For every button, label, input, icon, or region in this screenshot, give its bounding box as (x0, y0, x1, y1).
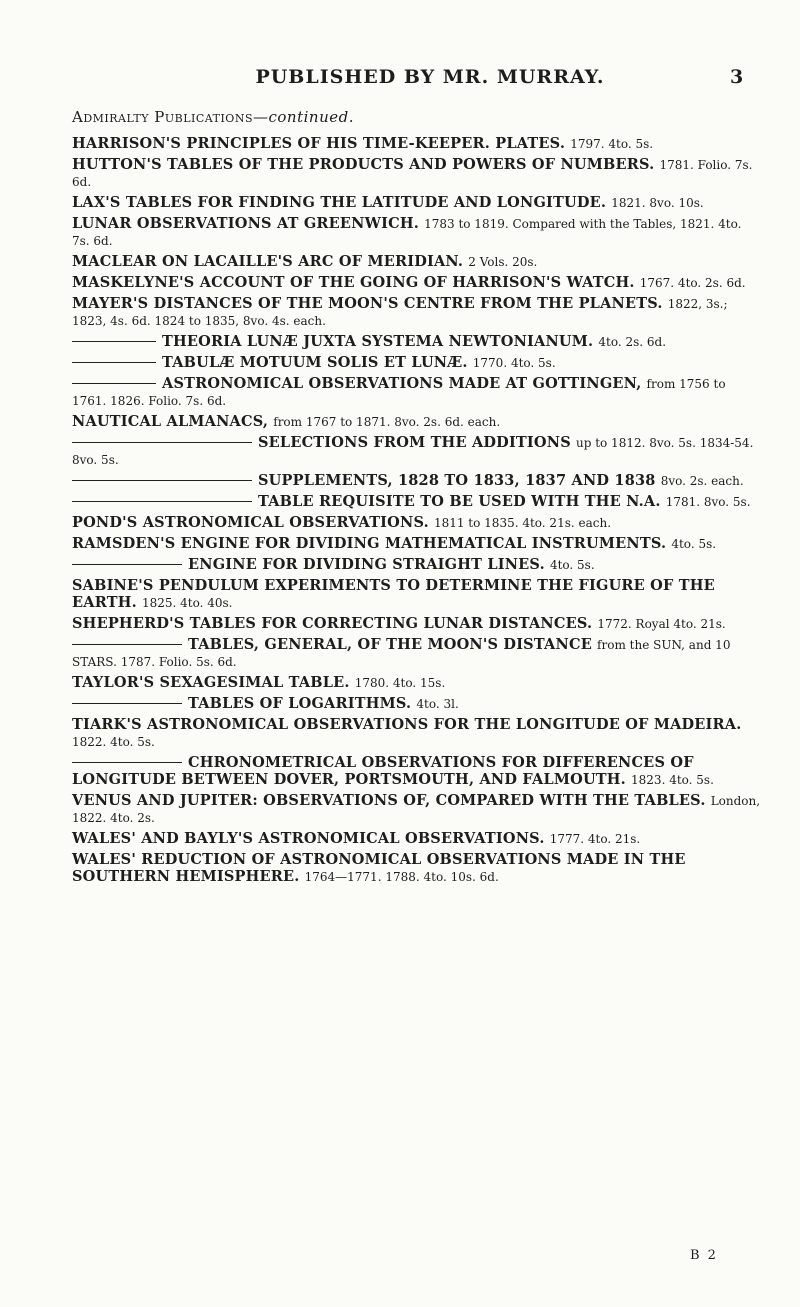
list-item (72, 215, 762, 249)
entry-title: ENGINE FOR DIVIDING STRAIGHT LINES. (188, 556, 545, 573)
list-item (72, 830, 762, 847)
list-item (72, 851, 762, 885)
ditto-rule (72, 383, 156, 384)
entry-title: LAX'S TABLES FOR FINDING THE LATITUDE AND LONGITUDE. (72, 194, 607, 211)
list-item (72, 577, 762, 611)
entry-title: TABLES, GENERAL, OF THE MOON'S DISTANCE (188, 636, 592, 653)
entry-details: 1821. 8vo. 10s. (611, 196, 704, 210)
list-item (72, 354, 762, 371)
entry-details: up to 1812. 8vo. 5s. 1834-54. 8vo. 5s. (72, 436, 754, 467)
entry-details: 1770. 4to. 5s. (472, 356, 556, 370)
entry-details: 1781. 8vo. 5s. (665, 495, 751, 509)
running-title: PUBLISHED BY MR. MURRAY. (255, 66, 605, 88)
entry-details: 4to. 5s. (671, 537, 717, 551)
entry-details: 8vo. 2s. each. (660, 474, 744, 488)
entry-title: TABULÆ MOTUUM SOLIS ET LUNÆ. (162, 354, 468, 371)
entry-details: 1764—1771. 1788. 4to. 10s. 6d. (304, 870, 499, 884)
entry-details: 1772. Royal 4to. 21s. (597, 617, 726, 631)
list-item (72, 695, 762, 712)
entry-title: VENUS AND JUPITER: OBSERVATIONS OF, COMPARED WITH THE TABLES. (72, 792, 706, 809)
entry-title: LUNAR OBSERVATIONS AT GREENWICH. (72, 215, 419, 232)
list-item (72, 514, 762, 531)
entry-details: from 1767 to 1871. 8vo. 2s. 6d. each. (273, 415, 501, 429)
entry-details: 1781. Folio. 7s. 6d. (72, 158, 753, 189)
entry-details: 1783 to 1819. Compared with the Tables, 1821. 4to. 7s. 6d. (72, 217, 742, 248)
entry-title: MAYER'S DISTANCES OF THE MOON'S CENTRE FROM THE PLANETS. (72, 295, 663, 312)
entry-title: RAMSDEN'S ENGINE FOR DIVIDING MATHEMATICAL INSTRUMENTS. (72, 535, 667, 552)
entry-details: 1823. 4to. 5s. (631, 773, 714, 787)
entry-details: 1767. 4to. 2s. 6d. (639, 276, 746, 290)
list-item (72, 556, 762, 573)
entry-title: MASKELYNE'S ACCOUNT OF THE GOING OF HARRISON'S WATCH. (72, 274, 635, 291)
list-item (72, 413, 762, 430)
section-title: Admiralty Publications— (72, 108, 269, 126)
entry-title: SELECTIONS FROM THE ADDITIONS (258, 434, 571, 451)
entry-title: THEORIA LUNÆ JUXTA SYSTEMA NEWTONIANUM. (162, 333, 594, 350)
section-heading (72, 108, 762, 126)
signature-mark: B 2 (690, 1248, 718, 1263)
list-item (72, 615, 762, 632)
list-item (72, 636, 762, 670)
entry-details: 1825. 4to. 40s. (141, 596, 233, 610)
list-item (72, 135, 762, 152)
ditto-rule (72, 341, 156, 342)
list-item (72, 754, 762, 788)
entry-title: POND'S ASTRONOMICAL OBSERVATIONS. (72, 514, 429, 531)
entry-title: TABLE REQUISITE TO BE USED WITH THE N.A. (258, 493, 661, 510)
entry-details: 4to. 2s. 6d. (598, 335, 667, 349)
entry-details: 1780. 4to. 15s. (354, 676, 446, 690)
list-item (72, 253, 762, 270)
entry-details: 1797. 4to. 5s. (570, 137, 654, 151)
ditto-rule (72, 703, 182, 704)
entry-title: TAYLOR'S SEXAGESIMAL TABLE. (72, 674, 350, 691)
ditto-rule (72, 644, 182, 645)
ditto-rule (72, 762, 182, 763)
list-item (72, 716, 762, 750)
entry-title: WALES' REDUCTION OF ASTRONOMICAL OBSERVATIONS MADE IN THE SOUTHERN HEMISPHERE. (72, 851, 686, 885)
entry-details: 1822, 3s.; 1823, 4s. 6d. 1824 to 1835, 8vo. 4s. each. (72, 297, 728, 328)
page-number: 3 (730, 66, 744, 88)
list-item (72, 792, 762, 826)
entry-title: WALES' AND BAYLY'S ASTRONOMICAL OBSERVATIONS. (72, 830, 545, 847)
entry-details: London, 1822. 4to. 2s. (72, 794, 761, 825)
entry-title: TIARK'S ASTRONOMICAL OBSERVATIONS FOR THE LONGITUDE OF MADEIRA. (72, 716, 742, 733)
list-item (72, 674, 762, 691)
entry-title: TABLES OF LOGARITHMS. (188, 695, 412, 712)
entry-details: 4to. 3l. (416, 697, 459, 711)
list-item (72, 472, 762, 489)
ditto-rule (72, 564, 182, 565)
entry-title: NAUTICAL ALMANACS, (72, 413, 269, 430)
entry-details: 1777. 4to. 21s. (549, 832, 641, 846)
entry-title: CHRONOMETRICAL OBSERVATIONS FOR DIFFERENCES OF LONGITUDE BETWEEN DOVER, PORTSMOUTH, AND FALMOUTH. (72, 754, 694, 788)
ditto-rule (72, 480, 252, 481)
list-item (72, 295, 762, 329)
entry-details: 1822. 4to. 5s. (72, 735, 155, 749)
entry-title: HARRISON'S PRINCIPLES OF HIS TIME-KEEPER. PLATES. (72, 135, 566, 152)
list-item (72, 333, 762, 350)
entry-title: SHEPHERD'S TABLES FOR CORRECTING LUNAR DISTANCES. (72, 615, 593, 632)
ditto-rule (72, 362, 156, 363)
ditto-rule (72, 501, 252, 502)
entry-details: 4to. 5s. (549, 558, 595, 572)
list-item (72, 156, 762, 190)
entry-title: HUTTON'S TABLES OF THE PRODUCTS AND POWERS OF NUMBERS. (72, 156, 655, 173)
entry-title: ASTRONOMICAL OBSERVATIONS MADE AT GOTTINGEN, (162, 375, 642, 392)
ditto-rule (72, 442, 252, 443)
list-item (72, 535, 762, 552)
entry-details: from the SUN, and 10 STARS. 1787. Folio. 5s. 6d. (72, 638, 731, 669)
list-item (72, 274, 762, 291)
list-item (72, 434, 762, 468)
entry-title: MACLEAR ON LACAILLE'S ARC OF MERIDIAN. (72, 253, 464, 270)
entry-details: 2 Vols. 20s. (468, 255, 538, 269)
entry-title: SABINE'S PENDULUM EXPERIMENTS TO DETERMINE THE FIGURE OF THE EARTH. (72, 577, 715, 611)
list-item (72, 194, 762, 211)
entry-details: from 1756 to 1761. 1826. Folio. 7s. 6d. (72, 377, 726, 408)
entry-details: 1811 to 1835. 4to. 21s. each. (433, 516, 612, 530)
list-item (72, 493, 762, 510)
section-continued: continued. (268, 108, 354, 126)
list-item (72, 375, 762, 409)
entry-title: SUPPLEMENTS, 1828 TO 1833, 1837 AND 1838 (258, 472, 656, 489)
catalogue-body (72, 108, 762, 889)
